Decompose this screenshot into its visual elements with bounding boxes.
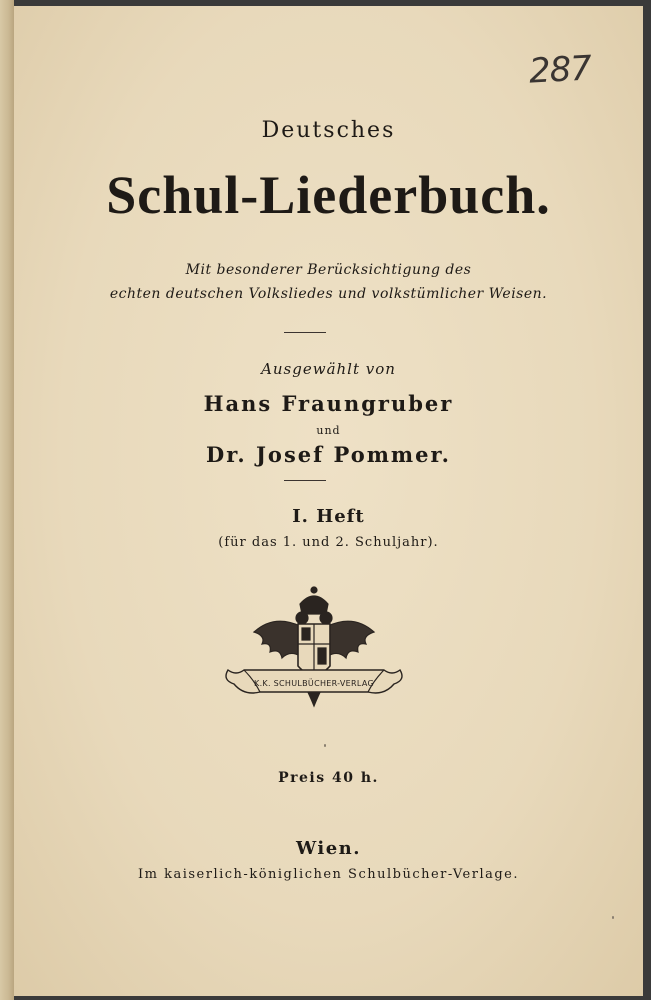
title-line-1: Deutsches <box>261 118 396 143</box>
subtitle-line-2: echten deutschen Volksliedes und volkstümlicher Weisen. <box>109 286 548 302</box>
publisher-line: Im kaiserlich-königlichen Schulbücher-Verlage. <box>138 867 519 882</box>
publication-city: Wien. <box>295 838 362 859</box>
author-2: Dr. Josef Pommer. <box>206 442 451 467</box>
volume-title: I. Heft <box>292 506 365 527</box>
title-page <box>14 6 643 996</box>
author-1: Hans Fraungruber <box>203 391 454 416</box>
selected-by-label: Ausgewählt von <box>261 360 396 378</box>
subtitle-line-1: Mit besonderer Berücksichtigung des <box>185 262 472 278</box>
handwritten-shelfmark: 287 <box>528 48 593 92</box>
page-speck <box>324 744 326 747</box>
page-speck <box>612 916 614 919</box>
emblem-ribbon-text: K.K. SCHULBÜCHER-VERLAG <box>254 679 374 688</box>
imperial-eagle-emblem <box>214 584 414 734</box>
divider-2 <box>284 480 326 481</box>
divider-1 <box>284 332 326 333</box>
conjunction: und <box>316 424 341 437</box>
price-label: Preis 40 h. <box>278 770 379 786</box>
main-title: Schul-Liederbuch. <box>106 165 551 225</box>
volume-note: (für das 1. und 2. Schuljahr). <box>218 535 439 550</box>
book-spine-edge <box>0 0 14 1000</box>
